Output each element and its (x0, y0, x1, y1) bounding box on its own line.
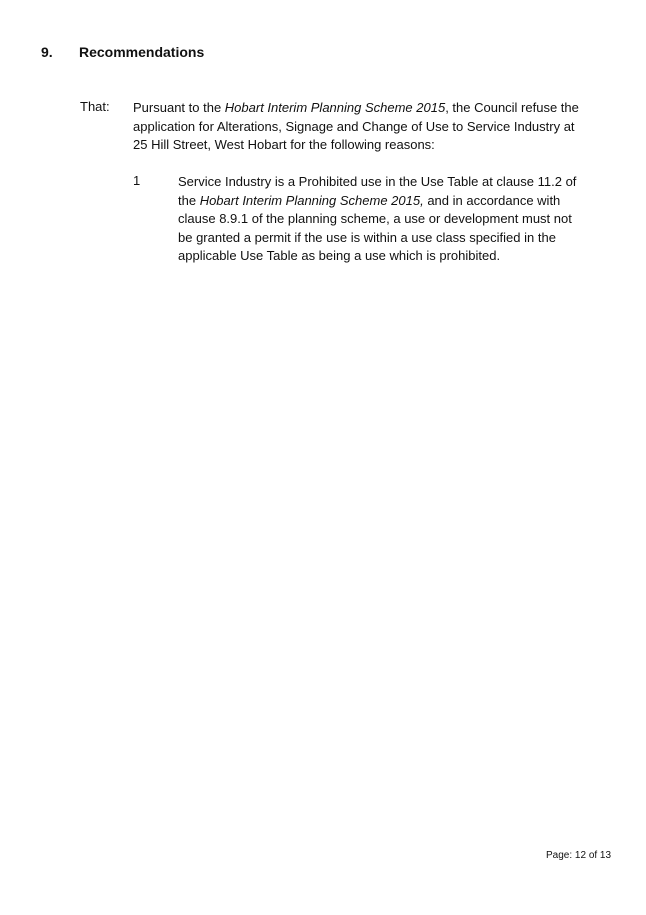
recommendation-text (133, 99, 588, 155)
planning-scheme-title: Hobart Interim Planning Scheme 2015 (224, 100, 446, 115)
reason-planning-scheme-title: Hobart Interim Planning Scheme 2015, (199, 192, 424, 208)
recommendation-text-start: Pursuant to the (133, 100, 225, 115)
recommendation-label: That: (80, 99, 110, 114)
section-number: 9. (41, 44, 53, 60)
reason-text-end: and in accordance with clause 8.9.1 of the planning scheme, a use or development must not be granted a permit if the use is within a use class specified in the applicable Use Table as being a use which is prohibited. (178, 192, 572, 263)
reason-text (178, 173, 588, 266)
page-number: Page: 12 of 13 (546, 850, 612, 861)
reason-number: 1 (133, 173, 141, 188)
recommendation-text-end: , the Council refuse the application for Alterations, Signage and Change of Use to Service Industry at 25 Hill Street, West Hobart for the following reasons: (133, 100, 579, 152)
section-title: Recommendations (79, 44, 205, 60)
reason-text-start: Service Industry is a Prohibited use in the Use Table at clause 11.2 of the (178, 174, 577, 208)
